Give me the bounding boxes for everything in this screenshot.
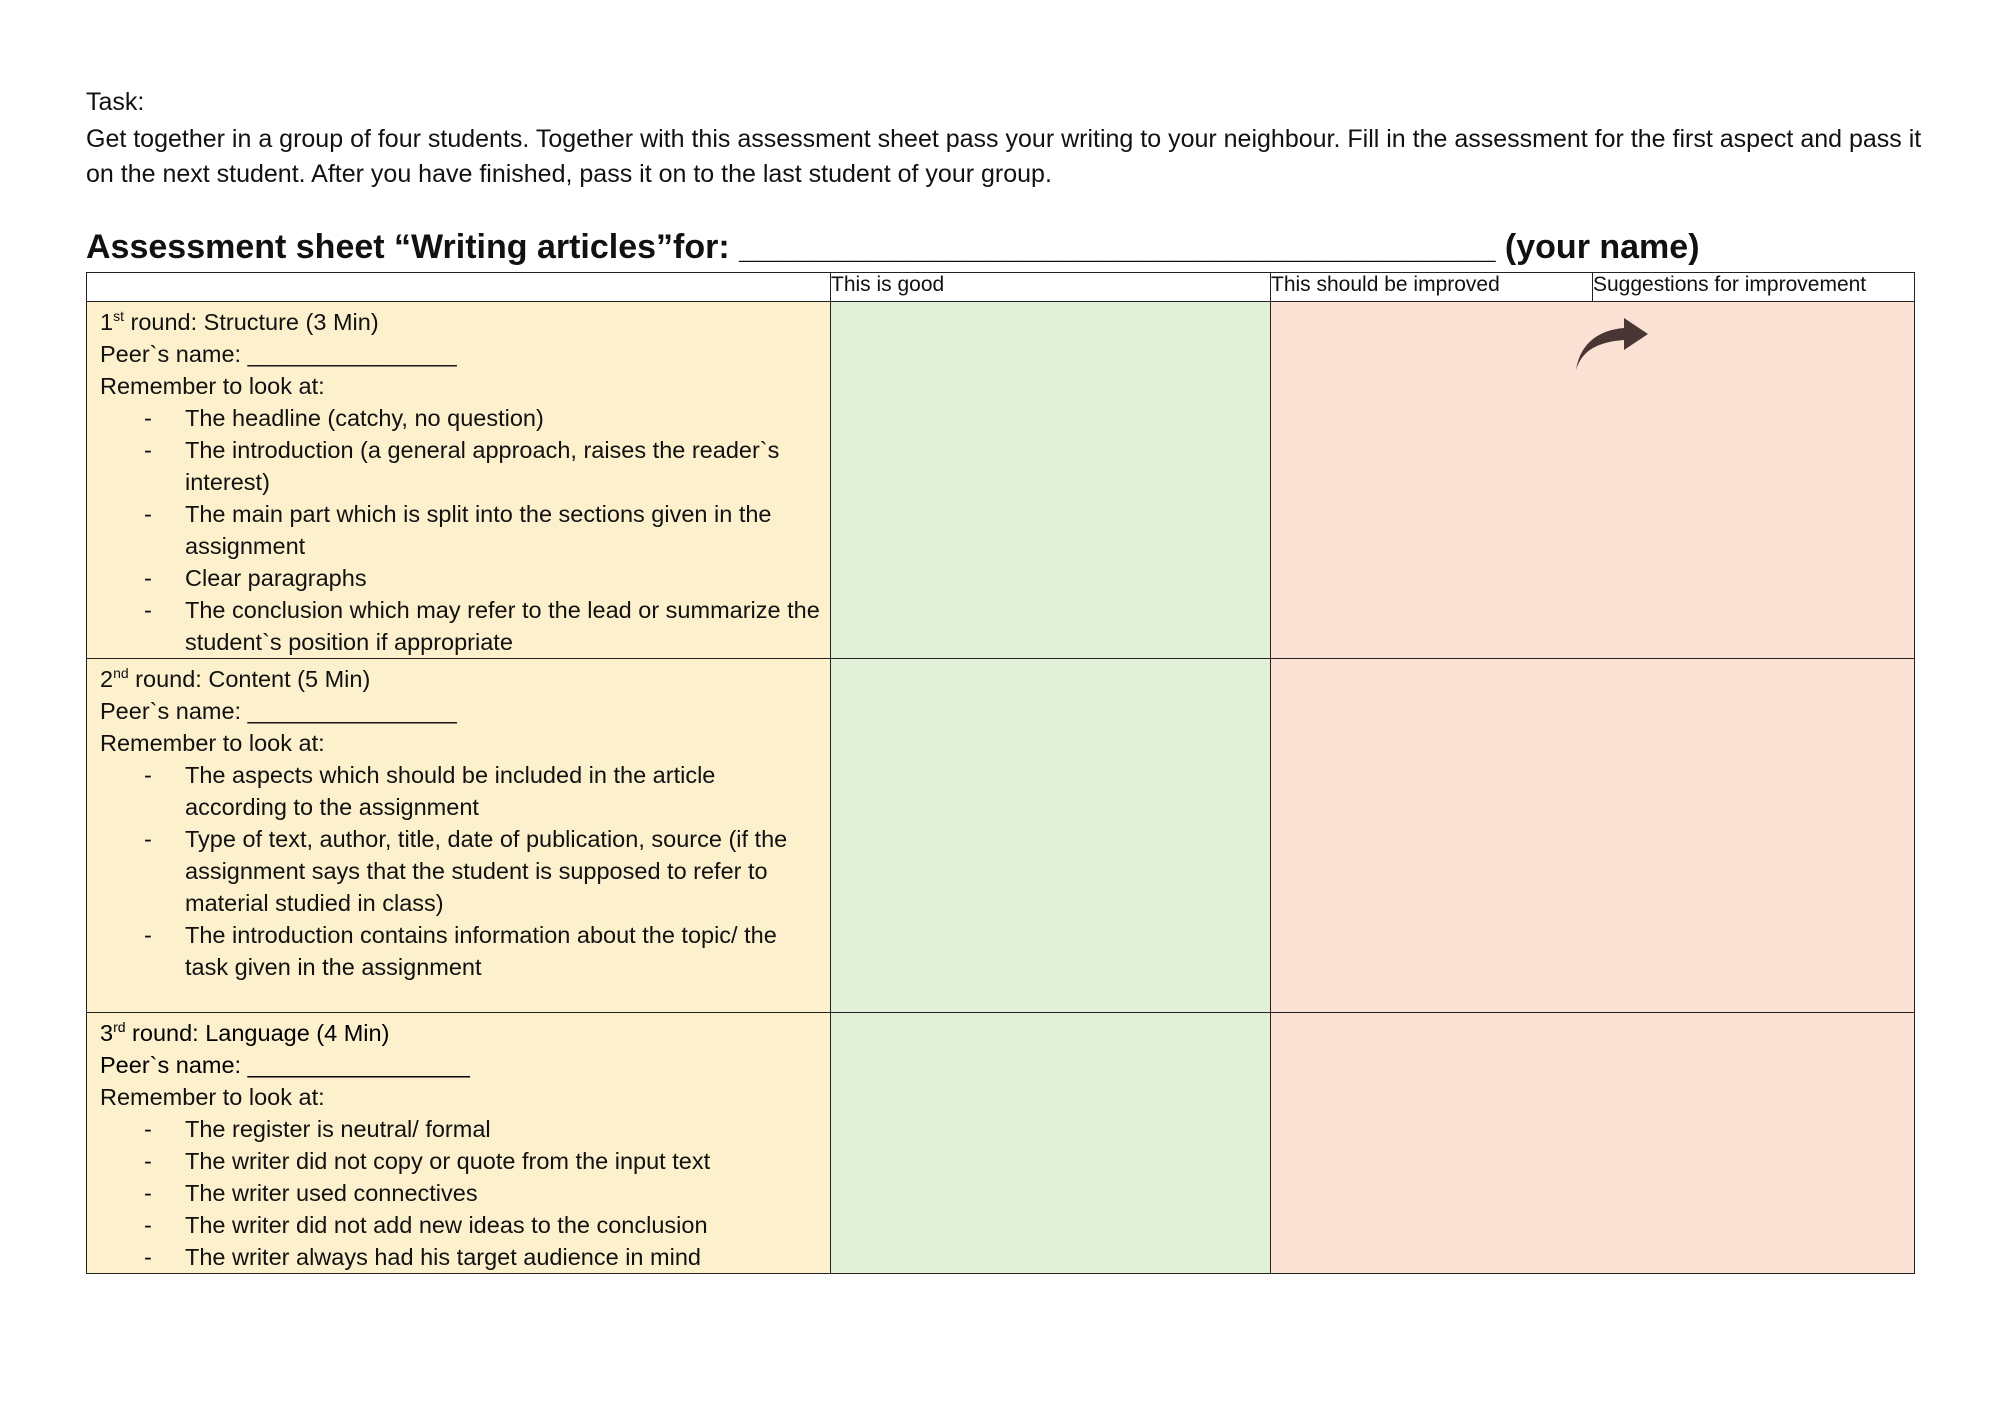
task-instructions: Get together in a group of four students. Together with this assessment sheet pass your writing to your neighbour. Fill in the assessment for the first aspect and pass it on the next student. After you have finished, pass it on to the last student of your group. bbox=[86, 125, 1922, 188]
list-item: - The aspects which should be included in the article according to the assignment bbox=[100, 759, 822, 823]
header-should-be-improved: This should be improved bbox=[1271, 273, 1593, 302]
list-item: - The register is neutral/ formal bbox=[100, 1113, 822, 1145]
list-item: - Type of text, author, title, date of publication, source (if the assignment says that the student is supposed to refer to material studied in class) bbox=[100, 823, 822, 919]
criteria-list-1 bbox=[100, 402, 822, 658]
good-cell-2[interactable] bbox=[831, 659, 1271, 1013]
list-item: - The main part which is split into the sections given in the assignment bbox=[100, 498, 822, 562]
list-item: - The headline (catchy, no question) bbox=[100, 402, 822, 434]
header-blank bbox=[87, 273, 831, 302]
good-cell-1[interactable] bbox=[831, 302, 1271, 659]
peer-name-field-1[interactable]: Peer`s name: ________________ bbox=[100, 341, 457, 367]
criteria-list-3 bbox=[100, 1113, 822, 1273]
remember-label-3: Remember to look at: bbox=[100, 1084, 325, 1110]
round-heading-2: 2nd round: Content (5 Min) bbox=[100, 665, 371, 692]
round-row-3 bbox=[87, 1013, 1915, 1274]
list-item: - The introduction (a general approach, raises the reader`s interest) bbox=[100, 434, 822, 498]
page-title: Assessment sheet “Writing articles”for: ________________________________________ (your name) bbox=[86, 228, 1700, 266]
improve-cell-3[interactable] bbox=[1271, 1013, 1915, 1274]
round-criteria-2 bbox=[87, 659, 831, 1013]
peer-name-field-2[interactable]: Peer`s name: ________________ bbox=[100, 698, 457, 724]
assessment-table bbox=[86, 272, 1915, 1274]
list-item: - The introduction contains information about the topic/ the task given in the assignment bbox=[100, 919, 822, 983]
header-suggestions: Suggestions for improvement bbox=[1593, 273, 1915, 302]
round-row-2 bbox=[87, 659, 1915, 1013]
criteria-list-2 bbox=[100, 759, 822, 983]
curved-arrow-right-icon bbox=[1574, 318, 1650, 374]
list-item: - The writer did not add new ideas to the conclusion bbox=[100, 1209, 822, 1241]
round-criteria-1 bbox=[87, 302, 831, 659]
remember-label-2: Remember to look at: bbox=[100, 730, 325, 756]
task-label: Task: bbox=[86, 88, 145, 116]
good-cell-3[interactable] bbox=[831, 1013, 1271, 1274]
round-criteria-3 bbox=[87, 1013, 831, 1274]
list-item: - The writer did not copy or quote from the input text bbox=[100, 1145, 822, 1177]
list-item: - The conclusion which may refer to the lead or summarize the student`s position if appropriate bbox=[100, 594, 822, 658]
header-this-is-good: This is good bbox=[831, 273, 1271, 302]
peer-name-field-3[interactable]: Peer`s name: _________________ bbox=[100, 1052, 470, 1078]
list-item: - Clear paragraphs bbox=[100, 562, 822, 594]
round-heading-1: 1st round: Structure (3 Min) bbox=[100, 308, 379, 335]
list-item: - The writer used connectives bbox=[100, 1177, 822, 1209]
remember-label-1: Remember to look at: bbox=[100, 373, 325, 399]
header-row bbox=[87, 273, 1915, 302]
list-item: - The writer always had his target audience in mind bbox=[100, 1241, 822, 1273]
round-heading-3: 3rd round: Language (4 Min) bbox=[100, 1019, 390, 1046]
improve-cell-2[interactable] bbox=[1271, 659, 1915, 1013]
